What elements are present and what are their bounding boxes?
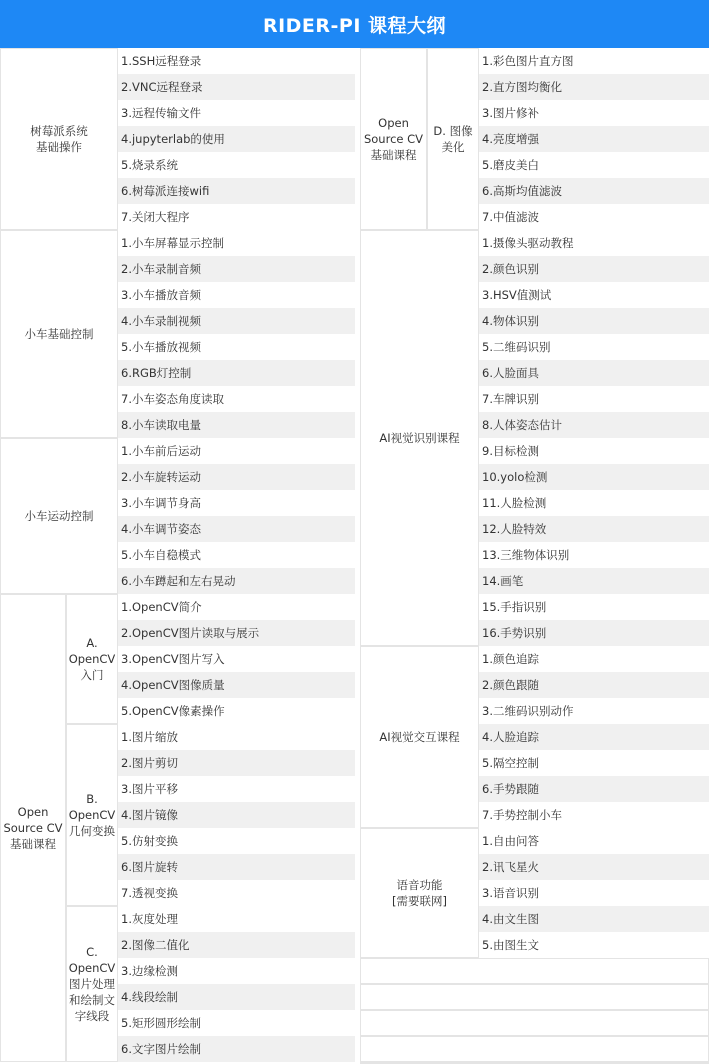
course-item: 6.高斯均值滤波 — [479, 178, 709, 204]
course-item: 6.RGB灯控制 — [118, 360, 355, 386]
course-item: 2.颜色识别 — [479, 256, 709, 282]
course-item: 1.小车屏幕显示控制 — [118, 230, 355, 256]
course-item: 3.语音识别 — [479, 880, 709, 906]
course-item: 3.小车播放音频 — [118, 282, 355, 308]
course-item: 3.边缘检测 — [118, 958, 355, 984]
course-item: 4.jupyterlab的使用 — [118, 126, 355, 152]
course-item: 3.小车调节身高 — [118, 490, 355, 516]
course-item: 4.物体识别 — [479, 308, 709, 334]
course-item: 3.图片平移 — [118, 776, 355, 802]
course-item: 9.目标检测 — [479, 438, 709, 464]
course-item: 6.小车蹲起和左右晃动 — [118, 568, 355, 594]
course-item: 1.小车前后运动 — [118, 438, 355, 464]
course-item: 16.手势识别 — [479, 620, 709, 646]
course-item: 4.由文生图 — [479, 906, 709, 932]
opencv-section-d: D. 图像 美化 — [427, 48, 479, 230]
course-item: 1.OpenCV简介 — [118, 594, 355, 620]
course-item: 8.人体姿态估计 — [479, 412, 709, 438]
page-title: RIDER-PI 课程大纲 — [0, 0, 709, 48]
course-item: 1.图片缩放 — [118, 724, 355, 750]
course-item: 7.透视变换 — [118, 880, 355, 906]
course-item: 3.HSV值测试 — [479, 282, 709, 308]
course-item: 4.线段绘制 — [118, 984, 355, 1010]
course-item: 10.yolo检测 — [479, 464, 709, 490]
course-item: 7.手势控制小车 — [479, 802, 709, 828]
course-item: 4.亮度增强 — [479, 126, 709, 152]
category-ai-interaction: AI视觉交互课程 — [360, 646, 479, 828]
course-item: 3.二维码识别动作 — [479, 698, 709, 724]
course-item: 2.讯飞星火 — [479, 854, 709, 880]
course-item: 1.摄像头驱动教程 — [479, 230, 709, 256]
course-item: 1.灰度处理 — [118, 906, 355, 932]
course-item: 5.二维码识别 — [479, 334, 709, 360]
course-item: 6.图片旋转 — [118, 854, 355, 880]
course-item: 12.人脸特效 — [479, 516, 709, 542]
course-item: 4.人脸追踪 — [479, 724, 709, 750]
course-item: 2.直方图均衡化 — [479, 74, 709, 100]
course-item: 2.颜色跟随 — [479, 672, 709, 698]
course-item: 2.图像二值化 — [118, 932, 355, 958]
course-item: 14.画笔 — [479, 568, 709, 594]
course-item: 2.OpenCV图片读取与展示 — [118, 620, 355, 646]
course-item: 7.车牌识别 — [479, 386, 709, 412]
course-item: 4.图片镜像 — [118, 802, 355, 828]
course-item: 7.中值滤波 — [479, 204, 709, 230]
category-car-motion-control: 小车运动控制 — [0, 438, 118, 594]
course-item: 5.烧录系统 — [118, 152, 355, 178]
category-car-basic-control: 小车基础控制 — [0, 230, 118, 438]
category-opencv-basics-right: Open Source CV 基础课程 — [360, 48, 427, 230]
course-item: 6.文字图片绘制 — [118, 1036, 355, 1062]
course-item: 4.小车录制视频 — [118, 308, 355, 334]
course-item: 6.人脸面具 — [479, 360, 709, 386]
empty-cell — [360, 958, 709, 984]
course-item: 11.人脸检测 — [479, 490, 709, 516]
course-item: 4.小车调节姿态 — [118, 516, 355, 542]
course-item: 1.彩色图片直方图 — [479, 48, 709, 74]
category-opencv-basics: Open Source CV 基础课程 — [0, 594, 66, 1062]
course-item: 5.隔空控制 — [479, 750, 709, 776]
category-ai-vision: AI视觉识别课程 — [360, 230, 479, 646]
course-item: 7.关闭大程序 — [118, 204, 355, 230]
category-voice: 语音功能 [需要联网] — [360, 828, 479, 958]
course-item: 1.自由问答 — [479, 828, 709, 854]
course-item: 7.小车姿态角度读取 — [118, 386, 355, 412]
course-item: 2.图片剪切 — [118, 750, 355, 776]
course-item: 5.仿射变换 — [118, 828, 355, 854]
opencv-section-c: C. OpenCV 图片处理 和绘制文 字线段 — [66, 906, 118, 1062]
empty-cell — [360, 984, 709, 1010]
opencv-section-a: A. OpenCV 入门 — [66, 594, 118, 724]
course-item: 6.手势跟随 — [479, 776, 709, 802]
opencv-section-b: B. OpenCV 几何变换 — [66, 724, 118, 906]
course-item: 2.VNC远程登录 — [118, 74, 355, 100]
course-item: 3.OpenCV图片写入 — [118, 646, 355, 672]
course-item: 3.图片修补 — [479, 100, 709, 126]
course-item: 8.小车读取电量 — [118, 412, 355, 438]
course-item: 1.SSH远程登录 — [118, 48, 355, 74]
course-item: 1.颜色追踪 — [479, 646, 709, 672]
category-pi-basics: 树莓派系统 基础操作 — [0, 48, 118, 230]
course-item: 15.手指识别 — [479, 594, 709, 620]
course-item: 2.小车录制音频 — [118, 256, 355, 282]
course-item: 5.小车播放视频 — [118, 334, 355, 360]
course-item: 4.OpenCV图像质量 — [118, 672, 355, 698]
course-item: 13.三维物体识别 — [479, 542, 709, 568]
course-item: 6.树莓派连接wifi — [118, 178, 355, 204]
course-item: 5.由图生文 — [479, 932, 709, 958]
empty-cell — [360, 1010, 709, 1036]
empty-cell — [360, 1036, 709, 1062]
course-item: 5.矩形圆形绘制 — [118, 1010, 355, 1036]
course-item: 5.磨皮美白 — [479, 152, 709, 178]
course-item: 5.OpenCV像素操作 — [118, 698, 355, 724]
course-item: 3.远程传输文件 — [118, 100, 355, 126]
course-item: 2.小车旋转运动 — [118, 464, 355, 490]
course-item: 5.小车自稳模式 — [118, 542, 355, 568]
